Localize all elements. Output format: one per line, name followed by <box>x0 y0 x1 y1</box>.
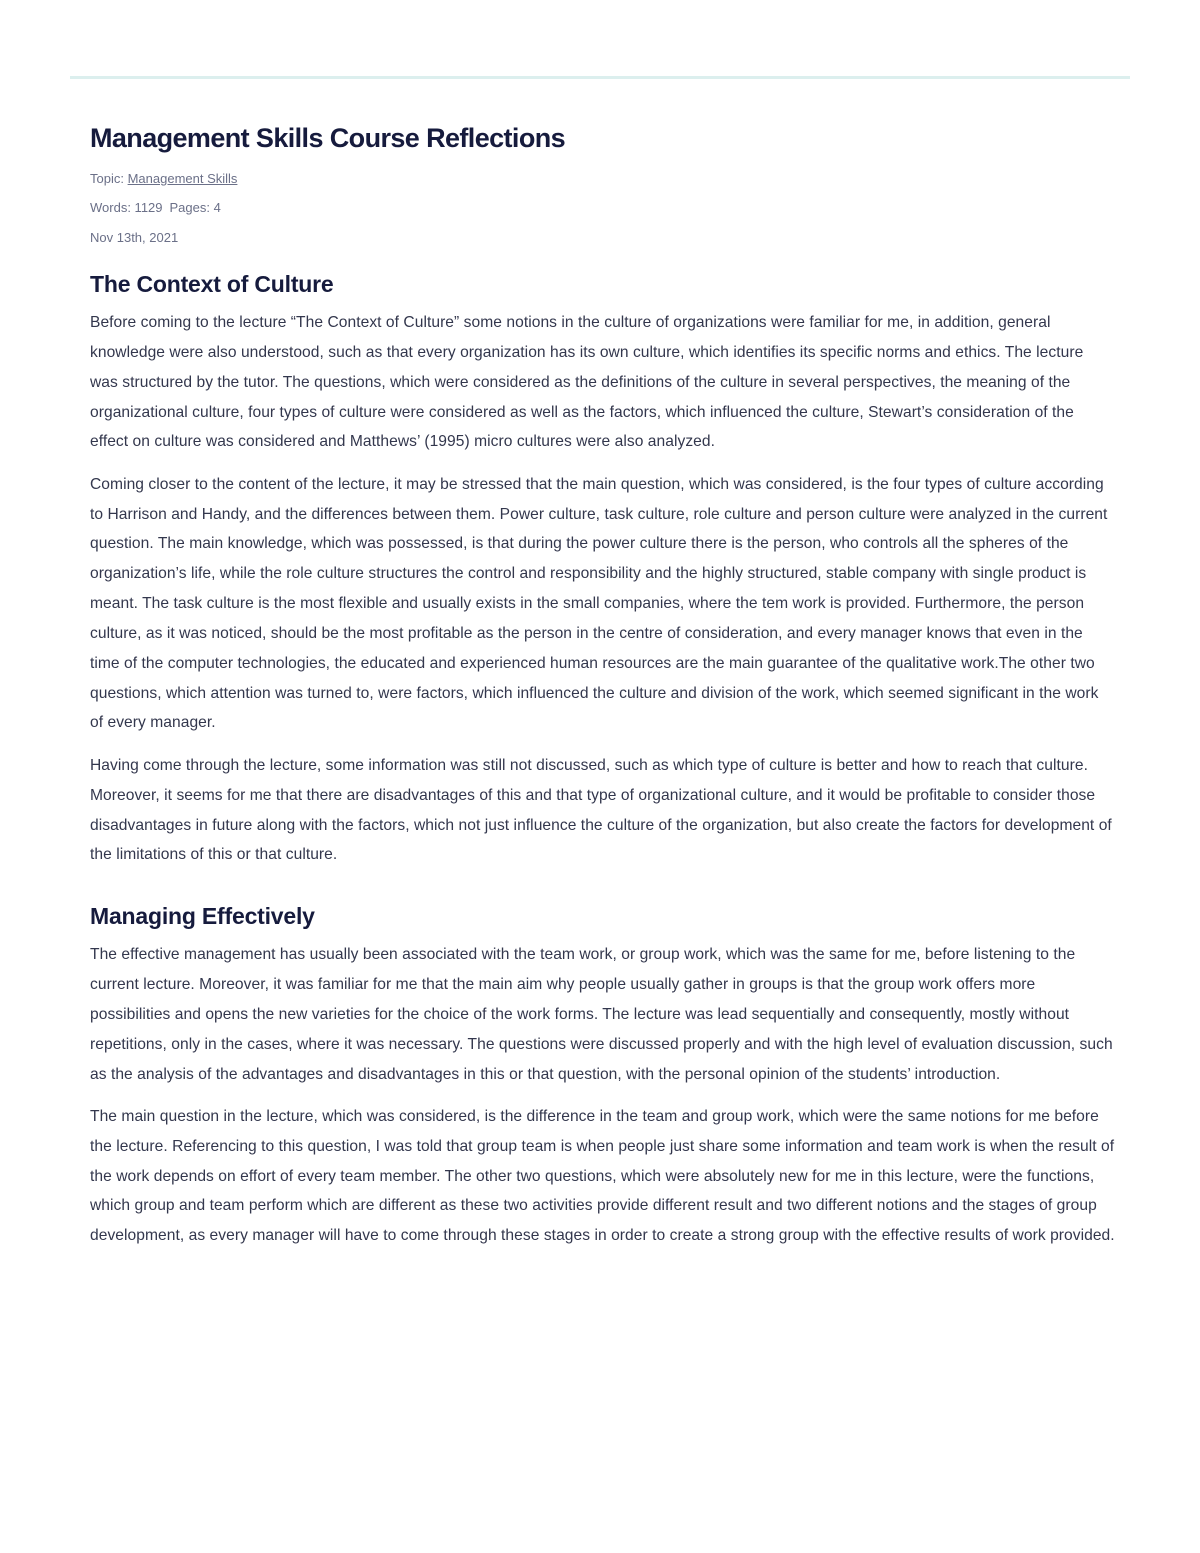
publish-date: Nov 13th, 2021 <box>90 230 179 245</box>
page-title: Management Skills Course Reflections <box>90 123 566 153</box>
topic-meta <box>90 171 1115 187</box>
paragraph: Before coming to the lecture “The Context of Culture” some notions in the culture of organizations were familiar for me, in addition, general knowledge were also understood, such as that every organization has its own culture, which identifies its specific norms and ethics. The lecture was structured by the tutor. The questions, which were considered as the definitions of the culture in several perspectives, the meaning of the organizational culture, four types of culture were considered as well as the factors, which influenced the culture, Stewart’s consideration of the effect on culture was considered and Matthews’ (1995) micro cultures were also analyzed. <box>90 314 1084 451</box>
document-stats <box>90 200 1115 216</box>
section-managing-effectively <box>90 900 1115 1251</box>
paragraph: The main question in the lecture, which was considered, is the difference in the team and group work, which were the same notions for me before the lecture. Referencing to this question, I was told that group team is when people just share some information and team work is when the result of the work depends on effort of every team member. The other two questions, which were absolutely new for me in this lecture, were the functions, which group and team perform which are different as these two activities provide different result and two different notions and the stages of group development, as every manager will have to come through these stages in order to create a strong group with the effective results of work provided. <box>90 1107 1115 1245</box>
document-body <box>90 118 1115 1251</box>
topic-label: Topic: <box>90 171 124 186</box>
topic-link[interactable]: Management Skills <box>127 171 238 186</box>
page-count: Pages: 4 <box>169 200 221 215</box>
section-heading: The Context of Culture <box>90 271 334 297</box>
section-heading: Managing Effectively <box>90 903 315 930</box>
section-context-of-culture <box>90 268 1115 870</box>
word-count: Words: 1129 <box>90 200 163 215</box>
top-divider <box>70 76 1130 79</box>
paragraph: Having come through the lecture, some information was still not discussed, such as which type of culture is better and how to reach that culture. Moreover, it seems for me that there are disadvantages of this and that type of organizational culture, and it would be profitable to consider those disadvantages in future along with the factors, which not just influence the culture of the organization, but also create the factors for development of the limitations of this or that culture. <box>90 756 1112 864</box>
paragraph: The effective management has usually been associated with the team work, or group work, which was the same for me, before listening to the current lecture. Moreover, it was familiar for me that the main aim why people usually gather in groups is that the group work offers more possibilities and opens the new varieties for the choice of the work forms. The lecture was lead sequentially and consequently, mostly without repetitions, only in the cases, where it was necessary. The questions were discussed properly and with the high level of evaluation discussion, such as the analysis of the advantages and disadvantages in this or that question, with the personal opinion of the students’ introduction. <box>90 946 1113 1083</box>
paragraph: Coming closer to the content of the lecture, it may be stressed that the main question, which was considered, is the four types of culture according to Harrison and Handy, and the differences between them. Power culture, task culture, role culture and person culture were analyzed in the current question. The main knowledge, which was possessed, is that during the power culture there is the person, who controls all the spheres of the organization’s life, while the role culture structures the control and responsibility and the highly structured, stable company with single product is meant. The task culture is the most flexible and usually exists in the small companies, where the tem work is provided. Furthermore, the person culture, as it was noticed, should be the most profitable as the person in the centre of consideration, and every manager knows that even in the time of the computer technologies, the educated and experienced human resources are the main guarantee of the qualitative work.The other two questions, which attention was turned to, were factors, which influenced the culture and division of the work, which seemed significant in the work of every manager. <box>90 475 1108 732</box>
